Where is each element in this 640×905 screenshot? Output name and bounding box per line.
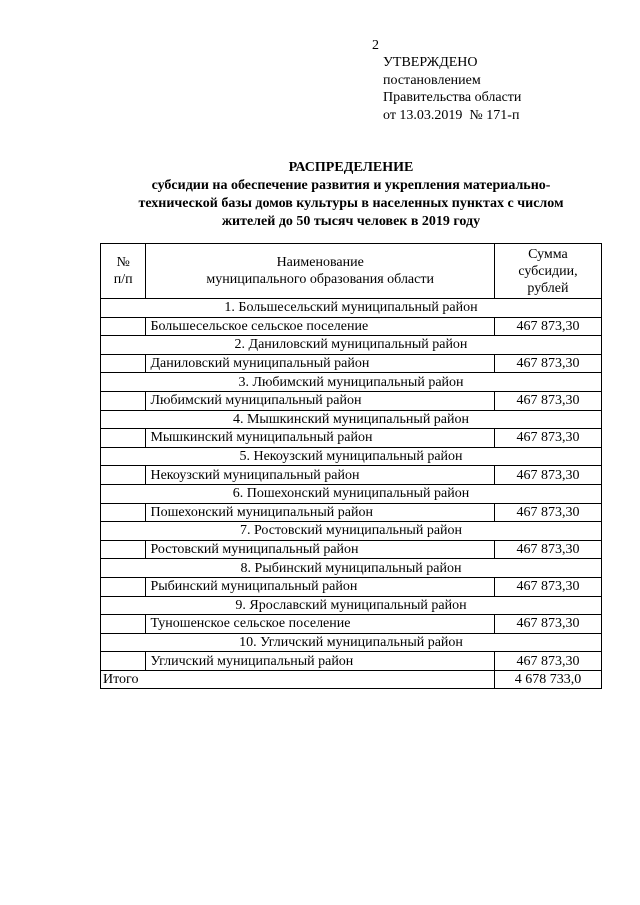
subsidy-amount: 467 873,30 bbox=[494, 391, 601, 410]
subsidy-amount: 467 873,30 bbox=[494, 615, 601, 634]
row-number bbox=[101, 652, 146, 671]
subsidy-amount: 467 873,30 bbox=[494, 652, 601, 671]
table-row bbox=[101, 391, 602, 410]
district-name: 1. Большесельский муниципальный район bbox=[101, 299, 602, 318]
municipality-name: Большесельское сельское поселение bbox=[146, 317, 494, 336]
approval-line: от 13.03.2019 № 171-п bbox=[383, 107, 520, 123]
table-row bbox=[101, 354, 602, 373]
table-body bbox=[101, 299, 602, 689]
subsidy-amount: 467 873,30 bbox=[494, 577, 601, 596]
total-label: Итого bbox=[101, 670, 495, 689]
district-name: 6. Пошехонский муниципальный район bbox=[101, 484, 602, 503]
page-number: 2 bbox=[372, 38, 379, 53]
table-row bbox=[101, 317, 602, 336]
district-row bbox=[101, 373, 602, 392]
row-number bbox=[101, 577, 146, 596]
subsidy-amount: 467 873,30 bbox=[494, 429, 601, 448]
district-name: 3. Любимский муниципальный район bbox=[101, 373, 602, 392]
title-line: технической базы домов культуры в населенных пунктах с числом bbox=[138, 196, 564, 211]
municipality-name: Угличский муниципальный район bbox=[146, 652, 494, 671]
municipality-name: Мышкинский муниципальный район bbox=[146, 429, 494, 448]
table-row bbox=[101, 615, 602, 634]
approval-line: постановлением bbox=[383, 72, 481, 88]
municipality-name: Даниловский муниципальный район bbox=[146, 354, 494, 373]
table-row bbox=[101, 429, 602, 448]
row-number bbox=[101, 391, 146, 410]
title-line: субсидии на обеспечение развития и укрепления материально- bbox=[151, 178, 551, 193]
row-number bbox=[101, 429, 146, 448]
row-number bbox=[101, 354, 146, 373]
district-row bbox=[101, 596, 602, 615]
title-heading: РАСПРЕДЕЛЕНИЕ bbox=[288, 160, 414, 175]
table-row bbox=[101, 577, 602, 596]
district-name: 7. Ростовский муниципальный район bbox=[101, 522, 602, 541]
district-row bbox=[101, 522, 602, 541]
district-name: 4. Мышкинский муниципальный район bbox=[101, 410, 602, 429]
header-sum: Сумма субсидии, рублей bbox=[494, 244, 601, 299]
municipality-name: Некоузский муниципальный район bbox=[146, 466, 494, 485]
row-number bbox=[101, 317, 146, 336]
document-title bbox=[100, 159, 602, 231]
district-row bbox=[101, 336, 602, 355]
title-line: жителей до 50 тысяч человек в 2019 году bbox=[221, 214, 481, 229]
subsidy-amount: 467 873,30 bbox=[494, 503, 601, 522]
municipality-name: Туношенское сельское поселение bbox=[146, 615, 494, 634]
row-number bbox=[101, 615, 146, 634]
municipality-name: Ростовский муниципальный район bbox=[146, 540, 494, 559]
district-row bbox=[101, 299, 602, 318]
district-name: 5. Некоузский муниципальный район bbox=[101, 447, 602, 466]
district-row bbox=[101, 447, 602, 466]
district-name: 9. Ярославский муниципальный район bbox=[101, 596, 602, 615]
header-number: № п/п bbox=[101, 244, 146, 299]
subsidy-amount: 467 873,30 bbox=[494, 466, 601, 485]
municipality-name: Любимский муниципальный район bbox=[146, 391, 494, 410]
table-header-row bbox=[101, 244, 602, 299]
district-name: 10. Угличский муниципальный район bbox=[101, 633, 602, 652]
subsidy-amount: 467 873,30 bbox=[494, 540, 601, 559]
table-row bbox=[101, 652, 602, 671]
approval-line: Правительства области bbox=[383, 90, 522, 105]
municipality-name: Пошехонский муниципальный район bbox=[146, 503, 494, 522]
subsidy-amount: 467 873,30 bbox=[494, 317, 601, 336]
district-row bbox=[101, 410, 602, 429]
approval-stamp bbox=[383, 54, 521, 124]
district-row bbox=[101, 484, 602, 503]
district-name: 8. Рыбинский муниципальный район bbox=[101, 559, 602, 578]
row-number bbox=[101, 503, 146, 522]
table-row bbox=[101, 503, 602, 522]
row-number bbox=[101, 466, 146, 485]
municipality-name: Рыбинский муниципальный район bbox=[146, 577, 494, 596]
total-amount: 4 678 733,0 bbox=[494, 670, 601, 689]
subsidy-table bbox=[100, 243, 602, 689]
header-name: Наименование муниципального образования области bbox=[146, 244, 494, 299]
row-number bbox=[101, 540, 146, 559]
table-row bbox=[101, 466, 602, 485]
district-name: 2. Даниловский муниципальный район bbox=[101, 336, 602, 355]
table-row bbox=[101, 540, 602, 559]
subsidy-amount: 467 873,30 bbox=[494, 354, 601, 373]
district-row bbox=[101, 633, 602, 652]
approval-line: УТВЕРЖДЕНО bbox=[383, 55, 478, 70]
district-row bbox=[101, 559, 602, 578]
total-row bbox=[101, 670, 602, 689]
